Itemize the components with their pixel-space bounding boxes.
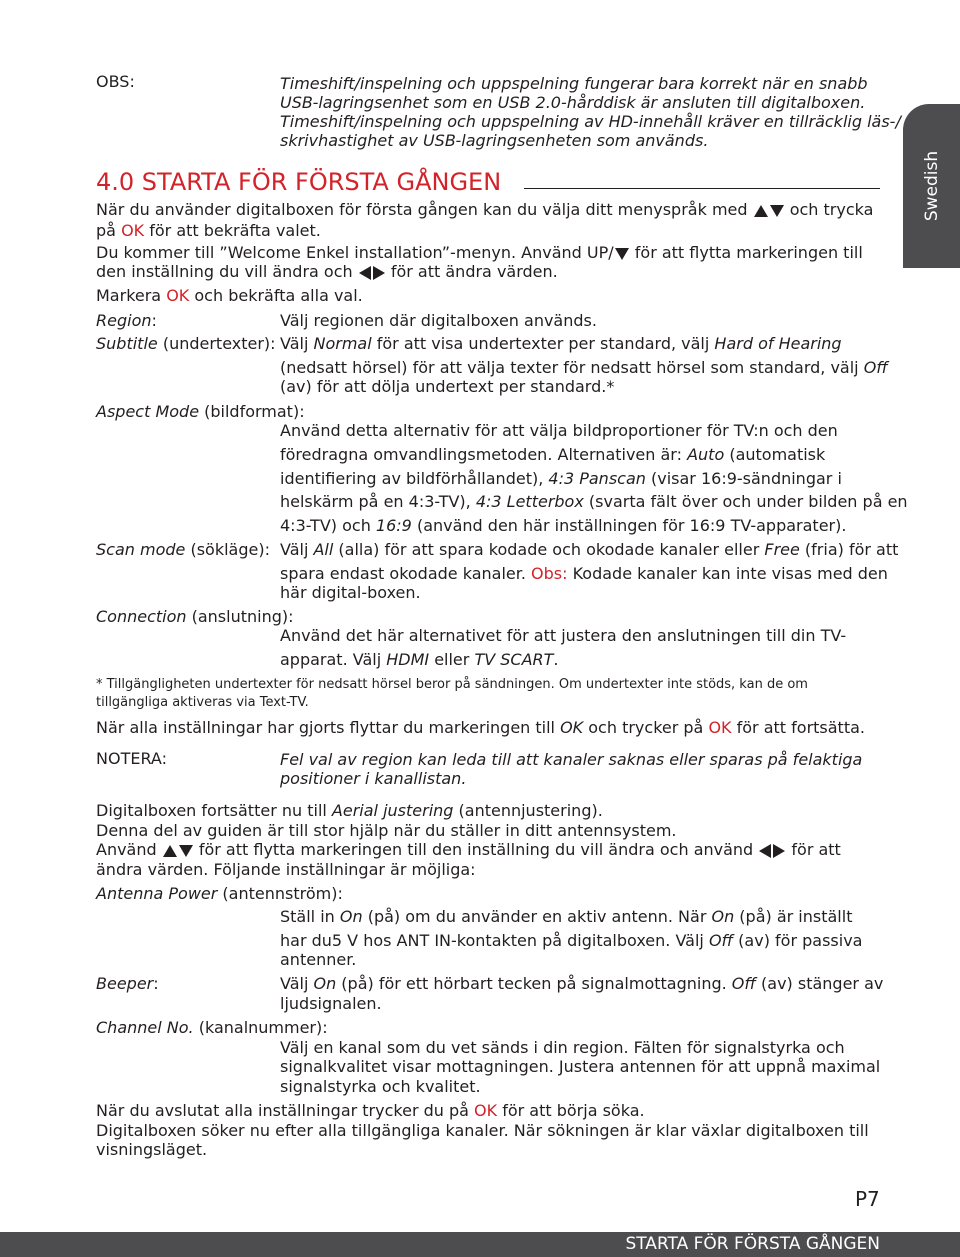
channel-line-1: Välj en kanal som du vet sänds i din region. Fälten för signalstyrka och (280, 1038, 845, 1057)
down-arrow-icon (179, 845, 193, 857)
option-off: Off (863, 358, 888, 377)
beeper-line-1 (280, 974, 883, 993)
section-title (96, 168, 501, 196)
beeper-term: Beeper (96, 974, 154, 993)
intro-text: på (96, 221, 116, 240)
aspect-line-2 (280, 445, 825, 464)
language-label: Swedish (921, 150, 942, 222)
text: (använd den här inställningen för 16:9 TV-apparater). (411, 516, 847, 535)
aspect-line-3 (280, 469, 842, 488)
aerial-line-4: ändra värden. Följande inställningar är möjliga: (96, 860, 476, 879)
text: har du5 V hos ANT IN-kontakten på digitalboxen. Välj (280, 931, 709, 950)
channel-line-3: signalstyrka och kvalitet. (280, 1077, 481, 1096)
region-label (96, 311, 157, 330)
text: Ställ in (280, 907, 340, 926)
intro-line-5 (96, 286, 363, 305)
text: för att flytta markeringen till den inställning du vill ändra och använd (198, 840, 754, 859)
text: för att visa undertexter per standard, välj (371, 334, 715, 353)
left-arrow-icon (359, 266, 371, 280)
colon: : (153, 974, 159, 993)
antenna-term-sv: (antennström): (217, 884, 343, 903)
end-line-1 (96, 1101, 645, 1120)
scan-term-sv: (sökläge): (185, 540, 270, 559)
intro-text: den inställning du vill ändra och (96, 262, 353, 281)
option-off: Off (731, 974, 756, 993)
language-side-tab (903, 104, 960, 268)
text: för att fortsätta. (731, 718, 865, 737)
text: apparat. Välj (280, 650, 387, 669)
text: (svarta fält över och under bilden på en (583, 492, 908, 511)
notera-line-2: positioner i kanallistan. (280, 769, 467, 788)
option-free: Free (764, 540, 800, 559)
aspect-label (96, 402, 305, 421)
right-arrow-icon (373, 266, 385, 280)
antenna-term: Antenna Power (96, 884, 218, 903)
text: (automatisk (724, 445, 826, 464)
text: identifiering av bildförhållandet), (280, 469, 549, 488)
text: Välj (280, 974, 314, 993)
text: Välj (280, 334, 314, 353)
channel-label (96, 1018, 328, 1037)
obs-line-3: Timeshift/inspelning och uppspelning av HD-innehåll kräver en tillräcklig läs-/ (280, 112, 901, 131)
option-panscan: 4:3 Panscan (548, 469, 646, 488)
option-hdmi: HDMI (386, 650, 430, 669)
intro-text: och trycka (789, 200, 874, 219)
option-on: On (313, 974, 337, 993)
text: och trycker på (583, 718, 709, 737)
text: (av) för passiva (733, 931, 863, 950)
left-arrow-icon (759, 844, 771, 858)
ok-key: OK (474, 1101, 498, 1120)
channel-term: Channel No. (96, 1018, 194, 1037)
subtitle-term: Subtitle (96, 334, 158, 353)
end-line-3: visningsläget. (96, 1140, 208, 1159)
channel-line-2: signalkvalitet visar mottagningen. Justera antennen för att uppnå maximal (280, 1057, 881, 1076)
option-tv-scart: TV SCART (474, 650, 554, 669)
colon: : (151, 311, 157, 330)
text: (visar 16:9-sändningar i (645, 469, 842, 488)
beeper-label (96, 974, 159, 993)
subtitle-line-3: (av) för att dölja undertext per standard.* (280, 377, 615, 396)
text: (alla) för att spara kodade och okodade kanaler eller (333, 540, 765, 559)
subtitle-line-2 (280, 358, 888, 377)
subtitle-label (96, 334, 276, 353)
text: (nedsatt hörsel) för att välja texter för nedsatt hörsel som standard, välj (280, 358, 864, 377)
channel-term-sv: (kanalnummer): (193, 1018, 328, 1037)
notera-label: NOTERA: (96, 749, 167, 768)
text: för att (791, 840, 841, 859)
footer-bar (0, 1232, 960, 1257)
option-on: On (339, 907, 363, 926)
aerial-line-3 (96, 840, 841, 859)
text: (antennjustering). (453, 801, 603, 820)
intro-text: för att flytta markeringen till (634, 243, 863, 262)
scan-line-2 (280, 564, 888, 583)
text: för att börja söka. (497, 1101, 645, 1120)
intro-line-4 (96, 262, 558, 281)
text: När du avslutat alla inställningar trycker du på (96, 1101, 475, 1120)
antenna-line-2 (280, 931, 862, 950)
option-hard-of-hearing: Hard of Hearing (714, 334, 842, 353)
scan-line-3: här digital-boxen. (280, 583, 421, 602)
section-title-text: 4.0 STARTA FÖR FÖRSTA GÅNGEN (96, 168, 502, 196)
aspect-line-4 (280, 492, 908, 511)
text: När alla inställningar har gjorts flyttar du markeringen till (96, 718, 561, 737)
connection-line-2 (280, 650, 559, 669)
obs-note: Obs: (531, 564, 568, 583)
aerial-line-1 (96, 801, 603, 820)
text: Använd (96, 840, 157, 859)
antenna-line-3: antenner. (280, 950, 357, 969)
footnote-line-1: * Tillgängligheten undertexter för nedsatt hörsel beror på sändningen. Om undertexter inte stöds, kan de om (96, 677, 808, 692)
connection-term: Connection (96, 607, 187, 626)
intro-line-2 (96, 221, 321, 240)
text: spara endast okodade kanaler. (280, 564, 532, 583)
ok-italic: OK (560, 718, 584, 737)
antenna-line-1 (280, 907, 852, 926)
aspect-line-5 (280, 516, 846, 535)
obs-line-1: Timeshift/inspelning och uppspelning fungerar bara korrekt när en snabb (280, 74, 868, 93)
text: eller (429, 650, 475, 669)
text: (på) för ett hörbart tecken på signalmottagning. (336, 974, 732, 993)
intro-text: för att bekräfta valet. (149, 221, 321, 240)
after-settings-text (96, 718, 865, 737)
footnote-line-2: tillgängliga aktiveras via Text-TV. (96, 695, 309, 710)
aerial-term: Aerial justering (331, 801, 454, 820)
intro-text: Markera (96, 286, 162, 305)
obs-line-2: USB-lagringsenhet som en USB 2.0-hårddisk är ansluten till digitalboxen. (280, 93, 866, 112)
up-arrow-icon (163, 845, 177, 857)
subtitle-term-sv: (undertexter): (157, 334, 276, 353)
option-on: On (711, 907, 735, 926)
intro-line-1 (96, 200, 873, 219)
footer-section-title: STARTA FÖR FÖRSTA GÅNGEN (625, 1234, 880, 1254)
intro-text: När du använder digitalboxen för första gången kan du välja ditt menyspråk med (96, 200, 748, 219)
option-normal: Normal (313, 334, 372, 353)
beeper-line-2: ljudsignalen. (280, 994, 382, 1013)
title-rule (524, 188, 880, 189)
text: (på) om du använder en aktiv antenn. När (362, 907, 712, 926)
text: Digitalboxen fortsätter nu till (96, 801, 332, 820)
connection-label (96, 607, 294, 626)
text: föredragna omvandlingsmetoden. Alternativen är: (280, 445, 688, 464)
text: (på) är inställt (734, 907, 853, 926)
connection-term-sv: (anslutning): (186, 607, 294, 626)
option-letterbox: 4:3 Letterbox (475, 492, 584, 511)
aspect-line-1: Använd detta alternativ för att välja bildproportioner för TV:n och den (280, 421, 838, 440)
option-all: All (313, 540, 334, 559)
notera-line-1: Fel val av region kan leda till att kanaler saknas eller sparas på felaktiga (280, 750, 863, 769)
intro-line-3 (96, 243, 863, 262)
obs-line-4: skrivhastighet av USB-lagringsenheten som används. (280, 131, 709, 150)
scan-term: Scan mode (96, 540, 186, 559)
down-arrow-icon (615, 248, 629, 260)
intro-text: för att ändra värden. (390, 262, 558, 281)
text: (fria) för att (799, 540, 899, 559)
page-number: P7 (855, 1187, 880, 1211)
intro-text: och bekräfta alla val. (194, 286, 363, 305)
region-term: Region (96, 311, 152, 330)
subtitle-line-1 (280, 334, 842, 353)
scan-label (96, 540, 270, 559)
text: Kodade kanaler kan inte visas med den (567, 564, 888, 583)
down-arrow-icon (770, 205, 784, 217)
right-arrow-icon (773, 844, 785, 858)
aspect-term: Aspect Mode (96, 402, 200, 421)
scan-line-1 (280, 540, 898, 559)
text: helskärm på en 4:3-TV), (280, 492, 476, 511)
connection-line-1: Använd det här alternativet för att justera den anslutningen till din TV- (280, 626, 847, 645)
obs-label: OBS: (96, 72, 135, 91)
ok-key: OK (166, 286, 190, 305)
up-arrow-icon (754, 205, 768, 217)
text: (av) stänger av (755, 974, 884, 993)
region-text: Välj regionen där digitalboxen används. (280, 311, 597, 330)
option-auto: Auto (687, 445, 725, 464)
option-off: Off (708, 931, 734, 950)
ok-key: OK (121, 221, 145, 240)
ok-key: OK (708, 718, 732, 737)
antenna-label (96, 884, 343, 903)
text: Välj (280, 540, 314, 559)
intro-text: Du kommer till ”Welcome Enkel installation”-menyn. Använd UP/ (96, 243, 614, 262)
end-line-2: Digitalboxen söker nu efter alla tillgängliga kanaler. När sökningen är klar växlar digitalboxen till (96, 1121, 869, 1140)
aerial-line-2: Denna del av guiden är till stor hjälp när du ställer in ditt antennsystem. (96, 821, 677, 840)
text: . (553, 650, 559, 669)
aspect-term-sv: (bildformat): (199, 402, 305, 421)
text: 4:3-TV) och (280, 516, 376, 535)
option-16-9: 16:9 (375, 516, 412, 535)
